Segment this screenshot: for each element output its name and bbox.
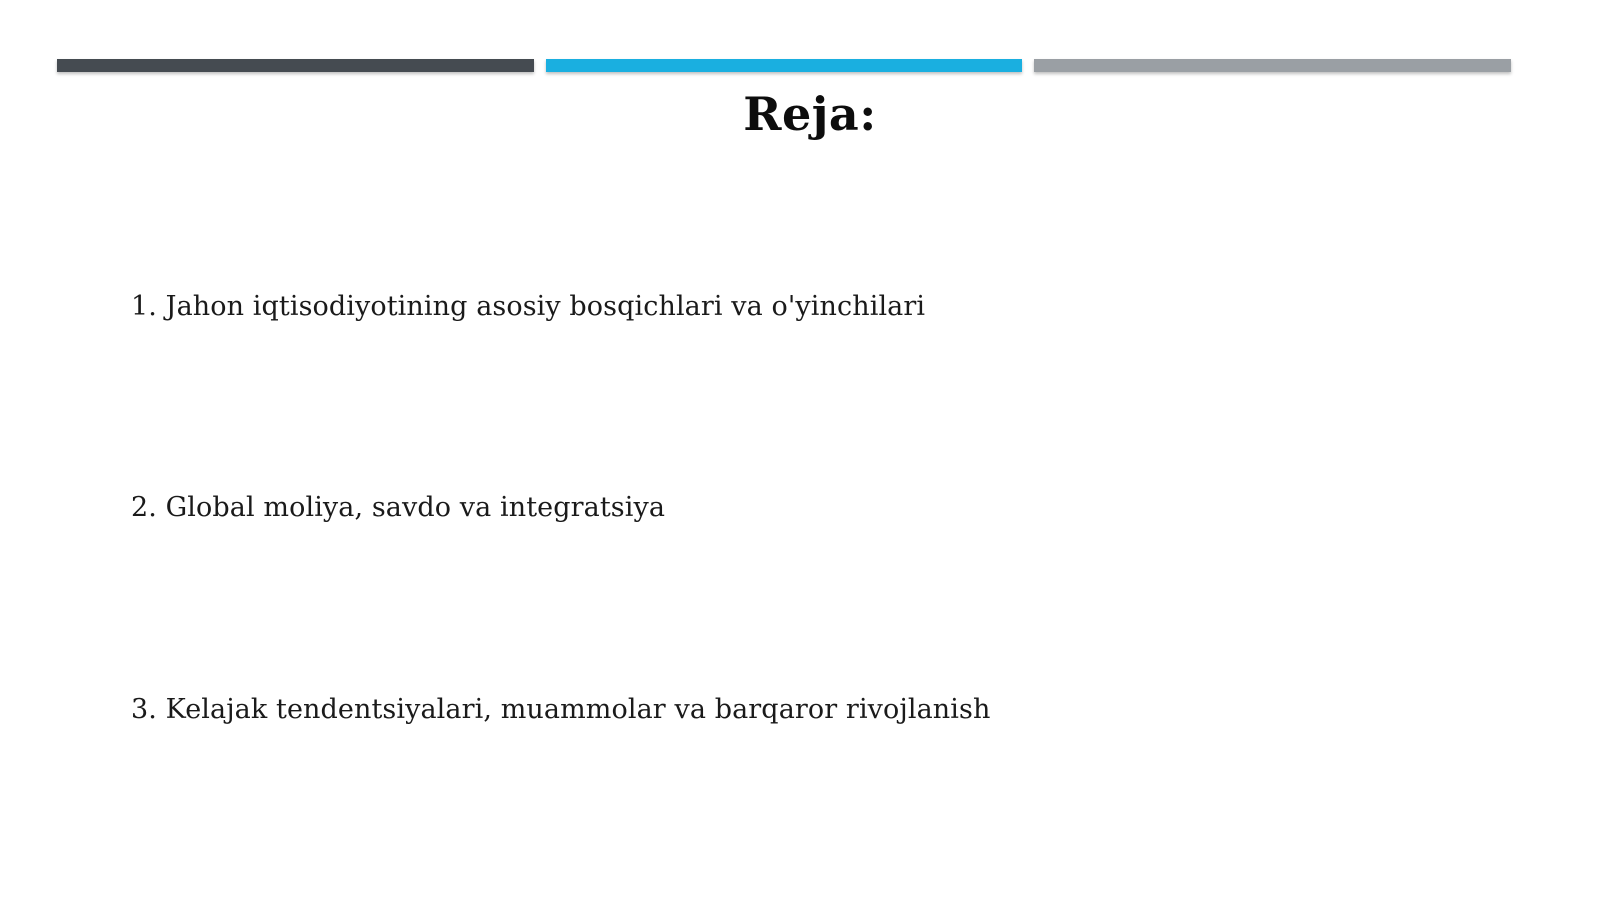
slide-title: Reja: (743, 87, 877, 141)
accent-bar-dark (57, 59, 534, 72)
plan-item-3: 3. Kelajak tendentsiyalari, muammolar va barqaror rivojlanish (131, 694, 991, 725)
plan-item-1: 1. Jahon iqtisodiyotining asosiy bosqichlari va o'yinchilari (131, 291, 926, 322)
accent-bar-blue (546, 59, 1022, 72)
accent-bar-gray (1034, 59, 1511, 72)
plan-item-2: 2. Global moliya, savdo va integratsiya (131, 492, 666, 523)
